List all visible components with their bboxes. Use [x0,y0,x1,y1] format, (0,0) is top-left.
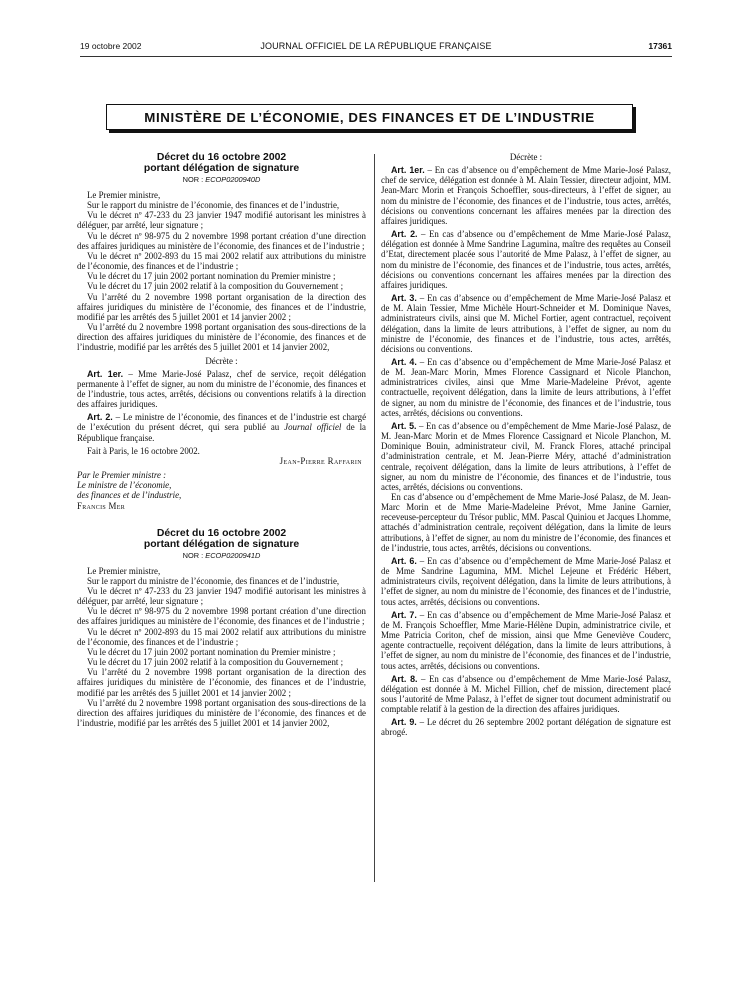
article-7 [381,610,671,671]
decrete-heading: Décrète : [205,355,238,366]
page-header [80,41,672,55]
article-2 [381,229,671,290]
signatory-minister: Francis Mer [77,500,126,511]
article-label: Art. 9. [391,717,417,728]
article-4 [381,357,671,418]
article-9 [381,717,671,737]
paragraph: Vu le décret nº 47-233 du 23 janvier 1947 modifié autorisant les ministres à déléguer, par arrêté, leur signature ; [77,210,366,231]
paragraph: Vu le décret du 17 juin 2002 relatif à la composition du Gouvernement ; [87,281,344,292]
nor-code: ECOP0200941D [205,550,261,560]
article-text: – En cas d’absence ou d’empêchement de Mme Marie-José Palasz, de M. Jean-Marc Morin et de Mmes Florence Cassignard et Nicole Planchon, M. Dominique Bouin, administrateur civil, M. Franck Flores, attaché principal d’administration centrale, et M. Jean-Pierre Méry, attaché d’administration centrale, reçoivent délégation, dans la limite de leurs attributions, à l’effet de signer, au nom du ministre de l’économie, des finances et de l’industrie, tous actes, arrêtés, décisions ou conventions. [381,420,671,492]
par-le-premier-ministre: Par le Premier ministre : [77,470,167,481]
article-text: – Le décret du 26 septembre 2002 portant délégation de signature est abrogé. [381,717,671,738]
decree-2-nor [77,551,366,561]
decree-1-subtitle: portant délégation de signature [143,163,300,174]
article-text: – En cas d’absence ou d’empêchement de Mme Marie-José Palasz et de Mme Sandrine Lagumina, MM. Michel Lejeune et Frédéric Hébert, administrateurs civils, reçoivent délégation, dans la limite de leurs attributions, à l’effet de signer, au nom du ministre de l’économie, des finances et de l’industrie, tous actes, arrêtés, décisions ou conventions. [381,555,672,607]
decree-2 [77,528,366,729]
paragraph: Vu l’arrêté du 2 novembre 1998 portant organisation des sous-directions de la direction des affaires juridiques du ministère de l’économie, des finances et de l’industrie, modifié par les arrêtés des 5 juillet 2001 et 14 janvier 2002, [77,697,366,729]
article-text-end: de la République française. [77,422,366,443]
paragraph: Vu le décret nº 47-233 du 23 janvier 1947 modifié autorisant les ministres à déléguer, par arrêté, leur signature ; [77,586,366,607]
nor-label: NOR : [182,550,206,560]
article-5 [381,421,671,492]
paragraph: Vu le décret nº 98-975 du 2 novembre 1998 portant création d’une direction des affaires juridiques au ministère de l’économie, des finances et de l’industrie ; [77,606,366,627]
header-page-number: 17361 [648,41,672,51]
article-label: Art. 1er. [391,165,425,176]
article-label: Art. 8. [391,673,418,684]
article-text: – En cas d’absence ou d’empêchement de Mme Marie-José Palasz et de M. François Schoeffler, Mme Marie-Hélène Dupin, administratrice civile, et Mme Patricia Coriton, chef de mission, ainsi que Mme Geneviève Couderc, agente contractuelle, reçoivent délégation, dans la limite de leurs attributions, à l’effet de signer, au nom du ministre de l’économie, des finances et de l’industrie, tous actes, arrêtés, décisions ou conventions. [381,609,672,671]
decree-1 [77,152,366,511]
decree-2-title: Décret du 16 octobre 2002 [156,527,287,539]
nor-label: NOR : [182,175,206,184]
paragraph: Le Premier ministre, [87,565,161,576]
minister-title-line2: des finances et de l’industrie, [77,490,182,501]
article-label: Art. 4. [391,356,417,367]
ministry-heading: MINISTÈRE DE L’ÉCONOMIE, DES FINANCES ET DE L’INDUSTRIE [106,104,633,130]
decree-2-subtitle: portant délégation de signature [143,538,300,550]
paragraph: Vu le décret nº 2002-893 du 15 mai 2002 relatif aux attributions du ministre de l’économie, des finances et de l’industrie ; [77,250,366,272]
article-1 [381,165,671,226]
article-8 [381,674,671,715]
header-journal-title: JOURNAL OFFICIEL DE LA RÉPUBLIQUE FRANÇAISE [260,41,492,51]
right-column [381,152,671,738]
paragraph: Vu le décret nº 98-975 du 2 novembre 1998 portant création d’une direction des affaires juridiques au ministère de l’économie, des finances et de l’industrie ; [77,230,366,251]
header-date: 19 octobre 2002 [80,41,142,51]
article-label: Art. 6. [391,555,417,566]
article-text: – Le ministre de l’économie, des finances et de l’industrie est chargé de l’exécution du présent décret, qui sera publié au [77,412,367,433]
paragraph: Vu l’arrêté du 2 novembre 1998 portant organisation des sous-directions de la direction des affaires juridiques du ministère de l’économie, des finances et de l’industrie, modifié par les arrêtés des 5 juillet 2001 et 14 janvier 2002, [77,322,366,353]
signatory-prime-minister: Jean-Pierre Raffarin [279,455,362,466]
nor-code: ECOP0200940D [205,175,261,184]
paragraph: Vu l’arrêté du 2 novembre 1998 portant organisation de la direction des affaires juridiques du ministère de l’économie, des finances et de l’industrie, modifié par les arrêtés des 5 juillet 2001 et 14 janvier 2002 ; [77,667,366,698]
paragraph: Vu le décret du 17 juin 2002 relatif à la composition du Gouvernement ; [87,657,344,668]
article-label: Art. 2. [391,229,418,240]
article-6 [381,556,671,607]
journal-officiel-italic: Journal officiel [284,422,342,433]
article-text: – En cas d’absence ou d’empêchement de Mme Marie-José Palasz, délégation est donnée à M. Michel Fillion, chef de mission, directement placé sous l’autorité de Mme Palasz, à l’effet de signer tout document administratif ou comptable relatif à la gestion de la direction des affaires juridiques. [381,673,671,715]
paragraph: Vu le décret du 17 juin 2002 portant nomination du Premier ministre ; [87,271,336,282]
article-label: Art. 3. [391,293,417,304]
article-text: – En cas d’absence ou d’empêchement de Mme Marie-José Palasz, chef de service, délégation est donnée à M. Alain Tessier, directeur adjoint, MM. Jean-Marc Morin et François Schoeffler, sous-directeurs, à l’effet de signer, au nom du ministre de l’économie, des finances et de l’industrie, tous actes, arrêtés, décisions ou conventions concernant les affaires menées par la direction des affaires juridiques. [381,165,671,226]
article-text: – Mme Marie-José Palasz, chef de service, reçoit délégation permanente à l’effet de signer, au nom du ministre de l’économie, des finances et de l’industrie, tous actes, arrêtés, décisions ou conventions relatifs à la direction des affaires juridiques. [77,368,366,410]
article-label: Art. 7. [391,609,417,620]
article-3 [381,293,671,354]
article-text: – En cas d’absence ou d’empêchement de Mme Marie-José Palasz, délégation est donnée à Mme Sandrine Lagumina, maître des requêtes au Conseil d’Etat, directement placée sous l’autorité de Mme Palasz, à l’effet de signer, au nom du ministre de l’économie, des finances et de l’industrie, tous actes, arrêtés, décisions ou conventions concernant les affaires menées par la direction des affaires juridiques. [381,229,671,290]
paragraph: Sur le rapport du ministre de l’économie, des finances et de l’industrie, [87,200,340,211]
article-label: Art. 5. [391,420,417,431]
paragraph: Le Premier ministre, [87,190,161,200]
fait-a-paris: Fait à Paris, le 16 octobre 2002. [87,445,200,456]
article-text: – En cas d’absence ou d’empêchement de Mme Marie-José Palasz et de M. Alain Tessier, Mme Michèle Hourt-Schneider et M. Dominique Naves, administrateurs civils, ainsi que M. Michel Fortier, agent contractuel, reçoivent délégation, dans la limite de leurs attributions, à l’effet de signer, au nom du ministre de l’économie, des finances et de l’industrie, tous actes, arrêtés, décisions ou conventions. [381,293,672,354]
paragraph: Sur le rapport du ministre de l’économie, des finances et de l’industrie, [87,575,340,586]
article-5-paragraph-2: En cas d’absence ou d’empêchement de Mme Marie-José Palasz, de M. Jean-Marc Morin et de Mme Marie-Madeleine Prévot, Mme Janine Garnier, receveuse-percepteur du Trésor public, MM. Pascal Quiniou et Jacques Lhomme, attachés d’administration centrale, reçoivent délégation, dans la limite de leurs attributions, à l’effet de signer, au nom du ministre de l’économie, des finances et de l’industrie, tous actes, arrêtés, décisions ou conventions. [381,492,671,553]
left-column [77,152,366,728]
article-label: Art. 2. [87,412,113,423]
article-label: Art. 1er. [87,368,124,379]
article-2 [77,412,366,442]
article-1 [77,369,366,410]
paragraph: Vu le décret du 17 juin 2002 portant nomination du Premier ministre ; [87,646,336,657]
decree-1-nor [77,175,366,185]
decree-1-title: Décret du 16 octobre 2002 [156,152,287,163]
article-text: – En cas d’absence ou d’empêchement de Mme Marie-José Palasz et de M. Jean-Marc Morin, Mmes Florence Cassignard et Nicole Planchon, administratrices civiles, ainsi que Mme Marie-Madeleine Prévot, agente contractuelle, reçoivent délégation, dans la limite de leurs attributions, à l’effet de signer, au nom du ministre de l’économie, des finances et de l’industrie, tous actes, arrêtés, décisions ou conventions. [381,356,672,418]
paragraph: Vu le décret nº 2002-893 du 15 mai 2002 relatif aux attributions du ministre de l’économie, des finances et de l’industrie ; [77,626,366,647]
paragraph: Vu l’arrêté du 2 novembre 1998 portant organisation de la direction des affaires juridiques du ministère de l’économie, des finances et de l’industrie, modifié par les arrêtés des 5 juillet 2001 et 14 janvier 2002 ; [77,291,366,322]
column-divider [374,154,375,882]
header-rule [80,56,672,57]
decrete-heading: Décrète : [509,152,543,162]
minister-title-line1: Le ministre de l’économie, [77,480,172,491]
